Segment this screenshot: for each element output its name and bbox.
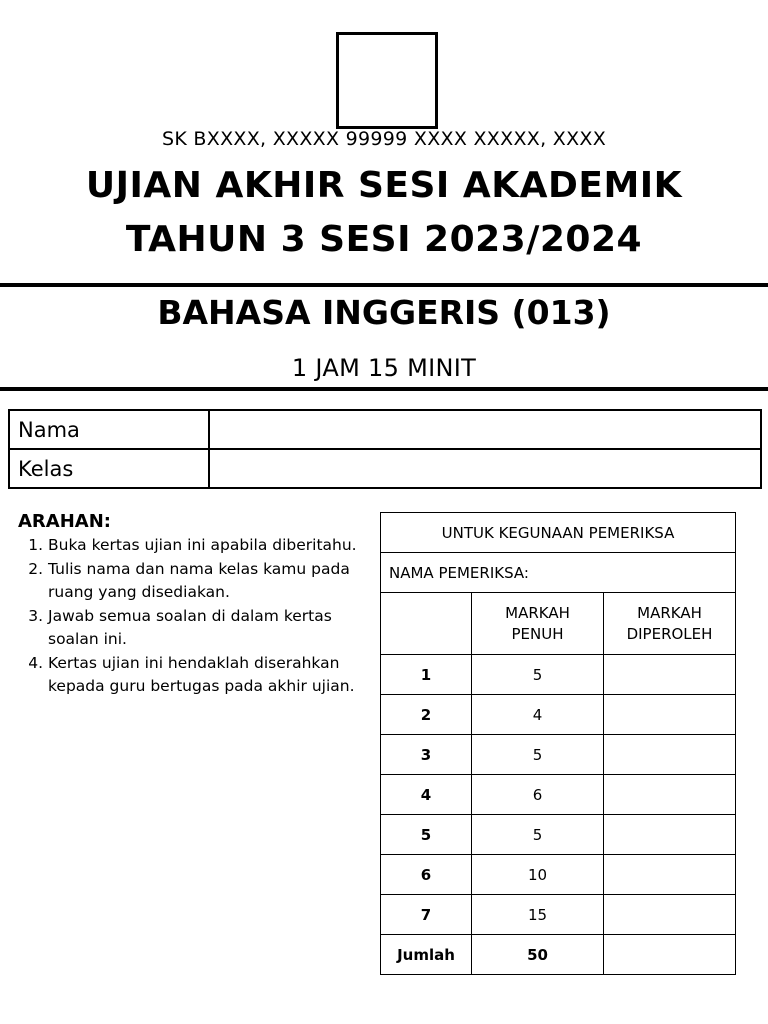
obtained-marks-cell[interactable] bbox=[604, 815, 736, 855]
obtained-marks-cell[interactable] bbox=[604, 895, 736, 935]
obtained-marks-cell[interactable] bbox=[604, 695, 736, 735]
obtained-marks-cell[interactable] bbox=[604, 775, 736, 815]
full-marks: 6 bbox=[472, 775, 604, 815]
total-label: Jumlah bbox=[381, 935, 472, 975]
exam-title: UJIAN AKHIR SESI AKADEMIK bbox=[85, 165, 683, 206]
table-row bbox=[381, 815, 736, 855]
name-field[interactable] bbox=[209, 410, 761, 449]
instruction-item: 1. Buka kertas ujian ini apabila diberitahu. bbox=[48, 534, 363, 558]
question-number: 3 bbox=[381, 735, 472, 775]
instructions bbox=[18, 511, 363, 699]
instructions-list bbox=[18, 534, 363, 699]
class-field[interactable] bbox=[209, 449, 761, 488]
subject-title: BAHASA INGGERIS (013) bbox=[157, 293, 611, 332]
question-number: 1 bbox=[381, 655, 472, 695]
examiner-row bbox=[381, 553, 736, 593]
instruction-item: 2. Tulis nama dan nama kelas kamu pada ruang yang disediakan. bbox=[48, 558, 363, 605]
obtained-marks-cell[interactable] bbox=[604, 655, 736, 695]
examiner-marks-table bbox=[380, 512, 736, 975]
marks-table-title: UNTUK KEGUNAAN PEMERIKSA bbox=[381, 513, 736, 553]
obtained-marks-header-line1: MARKAH bbox=[637, 603, 702, 622]
marks-header-row bbox=[381, 593, 736, 655]
table-row bbox=[381, 855, 736, 895]
table-row bbox=[381, 655, 736, 695]
obtained-marks-cell[interactable] bbox=[604, 735, 736, 775]
full-marks-header-line2: PENUH bbox=[511, 624, 564, 643]
table-row bbox=[381, 775, 736, 815]
divider-bottom bbox=[0, 387, 768, 391]
question-number: 2 bbox=[381, 695, 472, 735]
question-number: 7 bbox=[381, 895, 472, 935]
marks-title-row bbox=[381, 513, 736, 553]
total-obtained-cell[interactable] bbox=[604, 935, 736, 975]
full-marks: 15 bbox=[472, 895, 604, 935]
instructions-heading: ARAHAN: bbox=[18, 511, 111, 532]
instruction-item: 3. Jawab semua soalan di dalam kertas soalan ini. bbox=[48, 605, 363, 652]
total-row bbox=[381, 935, 736, 975]
obtained-marks-header bbox=[604, 593, 736, 655]
exam-year: TAHUN 3 SESI 2023/2024 bbox=[125, 219, 643, 260]
full-marks-header-line1: MARKAH bbox=[505, 603, 570, 622]
full-marks: 4 bbox=[472, 695, 604, 735]
question-number: 6 bbox=[381, 855, 472, 895]
school-address: SK BXXXX, XXXXX 99999 XXXX XXXXX, XXXX bbox=[161, 128, 607, 150]
total-full-marks: 50 bbox=[472, 935, 604, 975]
full-marks-header bbox=[472, 593, 604, 655]
class-label: Kelas bbox=[9, 449, 209, 488]
logo-placeholder bbox=[336, 32, 438, 129]
question-header bbox=[381, 593, 472, 655]
full-marks: 5 bbox=[472, 655, 604, 695]
instruction-item: 4. Kertas ujian ini hendaklah diserahkan kepada guru bertugas pada akhir ujian. bbox=[48, 652, 363, 699]
table-row bbox=[381, 695, 736, 735]
full-marks: 10 bbox=[472, 855, 604, 895]
obtained-marks-cell[interactable] bbox=[604, 855, 736, 895]
examiner-name-label: NAMA PEMERIKSA: bbox=[381, 553, 736, 593]
full-marks: 5 bbox=[472, 735, 604, 775]
student-info-table bbox=[8, 409, 762, 489]
class-row bbox=[9, 449, 761, 488]
question-number: 5 bbox=[381, 815, 472, 855]
name-label: Nama bbox=[9, 410, 209, 449]
divider-top bbox=[0, 283, 768, 287]
full-marks: 5 bbox=[472, 815, 604, 855]
table-row bbox=[381, 895, 736, 935]
obtained-marks-header-line2: DIPEROLEH bbox=[626, 624, 713, 643]
name-row bbox=[9, 410, 761, 449]
question-number: 4 bbox=[381, 775, 472, 815]
exam-duration: 1 JAM 15 MINIT bbox=[291, 354, 477, 382]
table-row bbox=[381, 735, 736, 775]
